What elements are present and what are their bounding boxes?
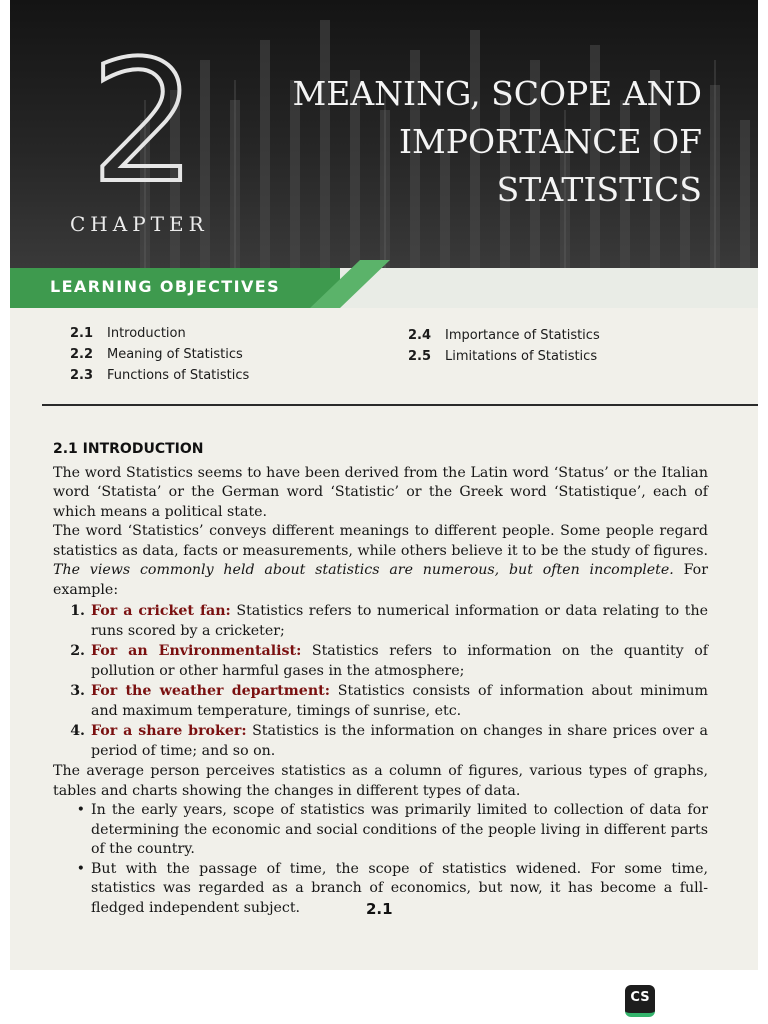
section-heading: 2.1 INTRODUCTION <box>53 441 204 457</box>
perception-paragraph: The average person perceives statistics as a column of figures, various types of graphs, tables and charts showing the changes in different types of data. <box>53 763 708 799</box>
intro-paragraph: The word Statistics seems to have been derived from the Latin word ‘Status’ or the Italian word ‘Statista’ or the German word ‘Statistic’ or the Greek word ‘Statistique’, each of which means a political state. <box>53 464 708 520</box>
chapter-label: CHAPTER <box>70 212 209 236</box>
page-number: 2.1 <box>366 900 393 918</box>
band-arrow-decoration <box>310 252 390 308</box>
chapter-title-line: STATISTICS <box>496 170 702 209</box>
objectives-list-right <box>408 328 600 370</box>
objective-item: 2.5 Limitations of Statistics <box>408 349 598 364</box>
objective-item: 2.4 Importance of Statistics <box>408 328 600 343</box>
bullet-item: • But with the passage of time, the scope of statistics widened. For some time, statistics was regarded as a branch of economics, but now, it has become a full-fledged independent subject. <box>53 860 708 919</box>
bullet-item: • In the early years, scope of statistics was primarily limited to collection of data for determining the economic and social conditions of the people living in different parts of the country. <box>53 801 708 860</box>
example-item: 4. For a share broker: Statistics is the information on changes in share prices over a period of time; and so on. <box>70 723 708 759</box>
band-light-section <box>340 268 758 308</box>
example-item: 2. For an Environmentalist: Statistics refers to information on the quantity of pollution or other harmful gases in the atmosphere; <box>70 643 709 679</box>
chapter-title-line: IMPORTANCE OF <box>398 122 702 161</box>
learning-objectives-heading: LEARNING OBJECTIVES <box>50 277 280 296</box>
book-page <box>10 0 758 970</box>
chapter-title-line: MEANING, SCOPE AND <box>292 74 702 113</box>
bullet-icon: • <box>76 802 85 818</box>
bullet-icon: • <box>76 860 85 877</box>
example-item: 3. For the weather department: Statistics consists of information about minimum and maximum temperature, timings of sunrise, etc. <box>70 683 709 719</box>
chapter-header <box>10 0 758 272</box>
objectives-list-left <box>70 326 249 389</box>
chapter-title <box>292 70 702 214</box>
section-divider <box>42 404 758 406</box>
chapter-number: 2 <box>90 24 197 220</box>
meanings-paragraph: The word ‘Statistics’ conveys different meanings to different people. Some people regard statistics as data, facts or measurements, while others believe it to be the study of figures. The views commonly held about statistics are numerous, but often incomplete. For example: <box>53 523 708 598</box>
objective-item: 2.3 Functions of Statistics <box>70 368 250 383</box>
camscanner-logo-icon: CS <box>625 985 655 1017</box>
objective-item: 2.1 Introduction <box>70 326 186 341</box>
objective-item: 2.2 Meaning of Statistics <box>70 347 243 362</box>
example-item: 1. For a cricket fan: Statistics refers to numerical information or data relating to the runs scored by a cricketer; <box>70 603 708 639</box>
examples-list <box>53 602 708 761</box>
section-content <box>53 440 708 918</box>
